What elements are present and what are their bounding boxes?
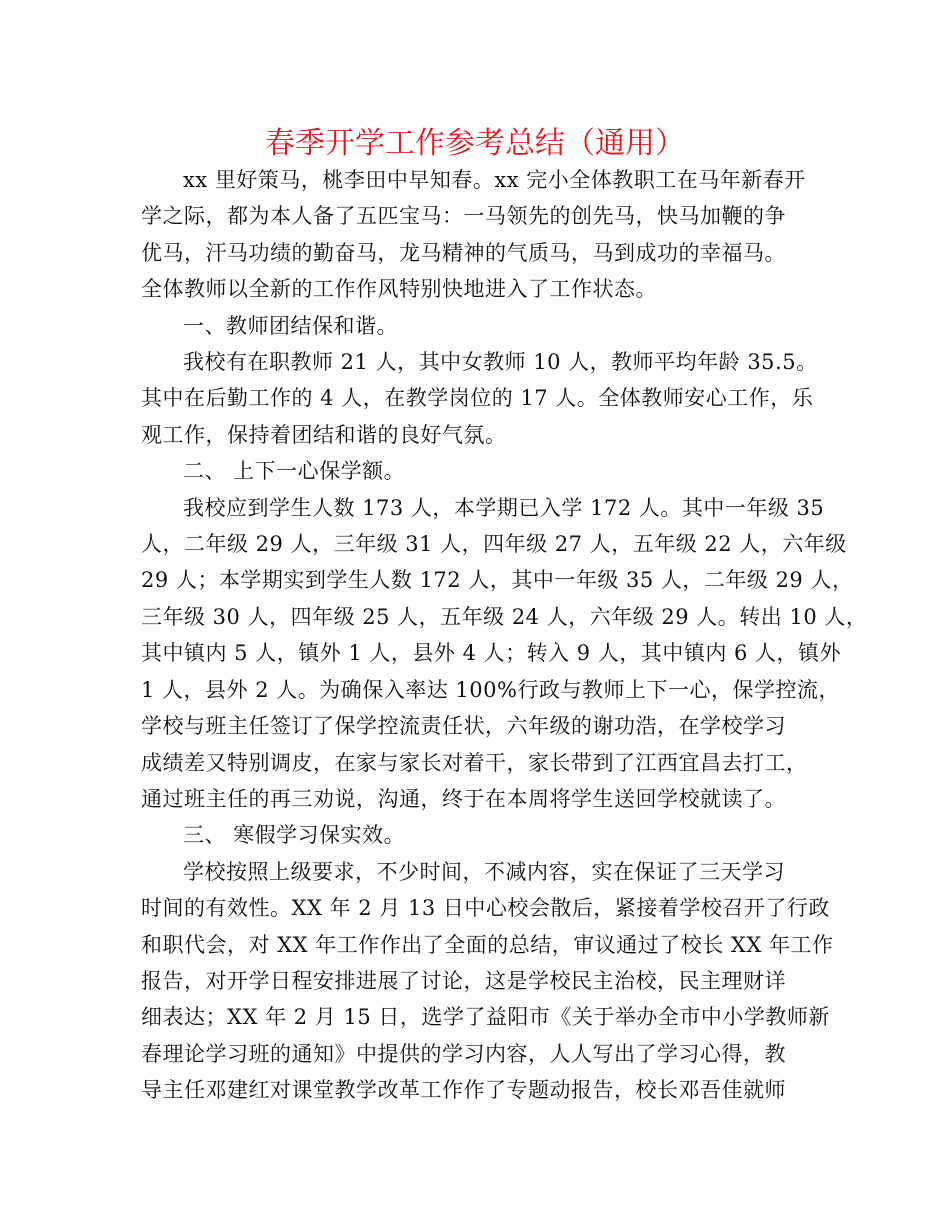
paragraph-line: 一、教师团结保和谐。 bbox=[183, 313, 398, 338]
paragraph-line: 优马，汗马功绩的勤奋马，龙马精神的气质马，马到成功的幸福马。 bbox=[141, 240, 786, 265]
paragraph-line: 时间的有效性。XX 年 2 月 13 日中心校会散后，紧接着学校召开了行政 bbox=[141, 896, 830, 921]
paragraph-line: 其中在后勤工作的 4 人，在教学岗位的 17 人。全体教师安心工作，乐 bbox=[141, 386, 814, 411]
paragraph-line: 和职代会，对 XX 年工作作出了全面的总结，审议通过了校长 XX 年工作 bbox=[141, 932, 834, 957]
paragraph-line: 我校应到学生人数 173 人，本学期已入学 172 人。其中一年级 35 bbox=[183, 495, 825, 520]
paragraph-line: 报告，对开学日程安排进展了讨论，这是学校民主治校，民主理财详 bbox=[141, 968, 786, 993]
paragraph bbox=[141, 308, 813, 344]
paragraph-line: 其中镇内 5 人，镇外 1 人，县外 4 人；转入 9 人，其中镇内 6 人，镇外 bbox=[141, 641, 842, 666]
paragraph-line: 通过班主任的再三劝说，沟通，终于在本周将学生送回学校就读了。 bbox=[141, 786, 786, 811]
paragraph-line: 1 人，县外 2 人。为确保入率达 100%行政与教师上下一心，保学控流， bbox=[141, 677, 840, 702]
paragraph-line: 学之际，都为本人备了五匹宝马：一马领先的创先马，快马加鞭的争 bbox=[141, 204, 786, 229]
paragraph bbox=[141, 817, 813, 853]
paragraph bbox=[141, 453, 813, 489]
paragraph-line: 全体教师以全新的工作作风特别快地进入了工作状态。 bbox=[141, 277, 657, 302]
paragraph-line: 春理论学习班的通知》中提供的学习内容，人人写出了学习心得，教 bbox=[141, 1041, 786, 1066]
paragraph-line: 我校有在职教师 21 人，其中女教师 10 人，教师平均年龄 35.5。 bbox=[183, 350, 818, 375]
paragraph-line: 学校按照上级要求，不少时间，不减内容，实在保证了三天学习 bbox=[183, 859, 785, 884]
paragraph bbox=[141, 162, 813, 308]
paragraph-line: 人，二年级 29 人，三年级 31 人，四年级 27 人，五年级 22 人，六年级 bbox=[141, 532, 847, 557]
paragraph-line: 细表达；XX 年 2 月 15 日，选学了益阳市《关于举办全市中小学教师新 bbox=[141, 1005, 830, 1030]
paragraph-line: 三年级 30 人，四年级 25 人，五年级 24 人，六年级 29 人。转出 10 人， bbox=[141, 604, 868, 629]
paragraph-line: 导主任邓建红对课堂教学改革工作作了专题动报告，校长邓吾佳就师 bbox=[141, 1078, 786, 1103]
paragraph-line: 学校与班主任签订了保学控流责任状，六年级的谢功浩，在学校学习 bbox=[141, 714, 786, 739]
document-title: 春季开学工作参考总结（通用） bbox=[265, 126, 685, 161]
paragraph-line: xx 里好策马，桃李田中早知春。xx 完小全体教职工在马年新春开 bbox=[183, 168, 806, 192]
paragraph-line: 三、 寒假学习保实效。 bbox=[183, 823, 406, 848]
paragraph bbox=[141, 344, 818, 453]
paragraph-line: 成绩差又特别调皮，在家与家长对着干，家长带到了江西宜昌去打工， bbox=[141, 750, 808, 775]
paragraph bbox=[141, 854, 834, 1109]
document-body bbox=[141, 162, 868, 1109]
paragraph-line: 观工作，保持着团结和谐的良好气氛。 bbox=[141, 422, 507, 447]
paragraph-line: 29 人；本学期实到学生人数 172 人，其中一年级 35 人，二年级 29 人， bbox=[141, 568, 854, 593]
paragraph-line: 二、 上下一心保学额。 bbox=[183, 459, 406, 484]
paragraph bbox=[141, 490, 868, 818]
